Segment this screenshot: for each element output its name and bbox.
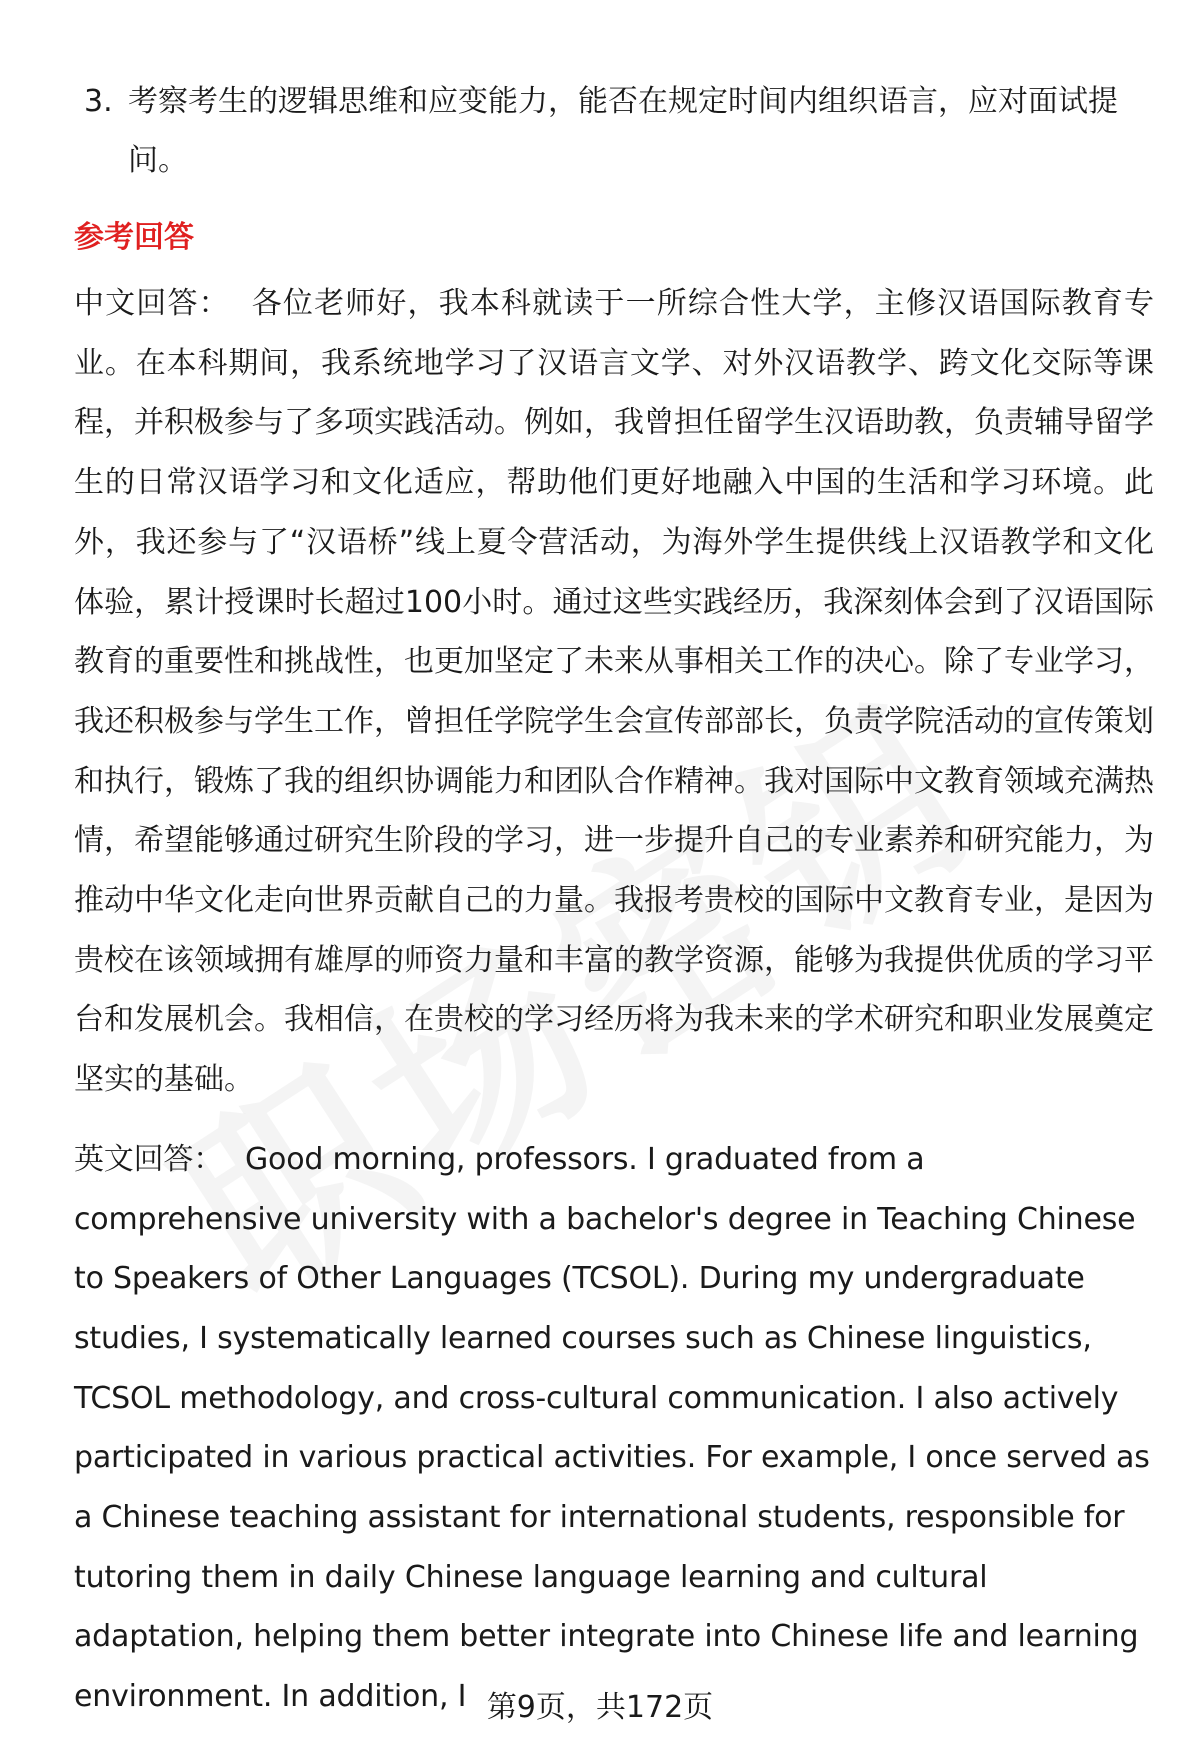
page-number-footer: 第9页，共172页 — [486, 1690, 714, 1725]
chinese-answer-label: 中文回答： — [74, 286, 230, 321]
list-item-text: 考察考生的逻辑思维和应变能力，能否在规定时间内组织语言，应对面试提问。 — [128, 84, 1118, 178]
chinese-answer-paragraph — [74, 274, 1154, 1110]
document-page — [74, 72, 1154, 1727]
list-item-number: 3. — [84, 84, 113, 119]
english-answer-label: 英文回答： — [74, 1141, 223, 1177]
chinese-answer-text: 各位老师好，我本科就读于一所综合性大学，主修汉语国际教育专业。在本科期间，我系统地学习了汉语言文学、对外汉语教学、跨文化交际等课程，并积极参与了多项实践活动。例如，我曾担任留学生汉语助教，负责辅导留学生的日常汉语学习和文化适应，帮助他们更好地融入中国的生活和学习环境。此外，我还参与了“汉语桥”线上夏令营活动，为海外学生提供线上汉语教学和文化体验，累计授课时长超过100小时。通过这些实践经历，我深刻体会到了汉语国际教育的重要性和挑战性，也更加坚定了未来从事相关工作的决心。除了专业学习，我还积极参与学生工作，曾担任学院学生会宣传部部长，负责学院活动的宣传策划和执行，锻炼了我的组织协调能力和团队合作精神。我对国际中文教育领域充满热情，希望能够通过研究生阶段的学习，进一步提升自己的专业素养和研究能力，为推动中华文化走向世界贡献自己的力量。我报考贵校的国际中文教育专业，是因为贵校在该领域拥有雄厚的师资力量和丰富的教学资源，能够为我提供优质的学习平台和发展机会。我相信，在贵校的学习经历将为我未来的学术研究和职业发展奠定坚实的基础。 — [74, 286, 1155, 1098]
english-answer-text: Good morning, professors. I graduated from a comprehensive university with a bachelor's degree in Teaching Chinese to Speakers of Other Languages (TCSOL). During my undergraduate studies, I systematically learned courses such as Chinese linguistics, TCSOL methodology, and cross-cultural communication. I also actively participated in various practical activities. For example, I once served as a Chinese teaching assistant for international students, responsible for tutoring them in daily Chinese language learning and cultural adaptation, helping them better integrate into Chinese life and learning environment. In addition, I — [74, 1141, 1150, 1715]
section-heading: 参考回答 — [74, 220, 194, 255]
english-answer-paragraph — [74, 1130, 1154, 1727]
list-item — [74, 72, 1154, 190]
